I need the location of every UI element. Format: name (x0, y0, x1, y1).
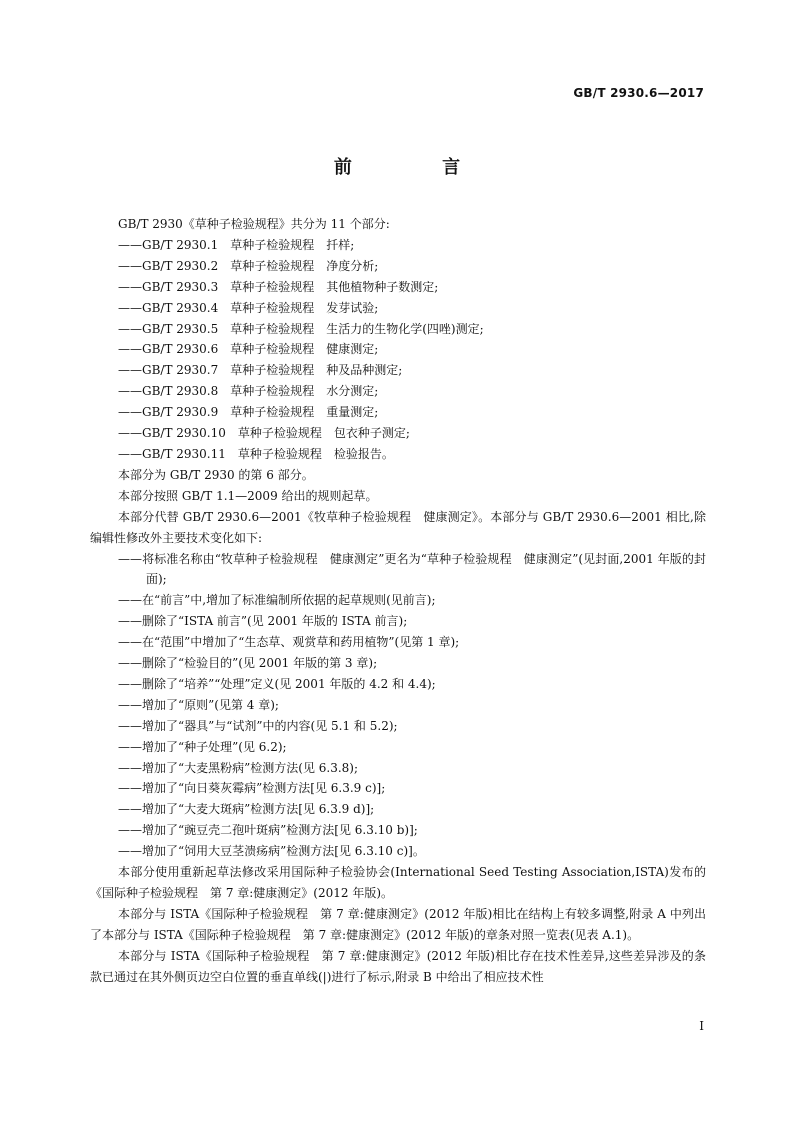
standard-code: GB/T 2930.6—2017 (573, 86, 704, 100)
list-item: ——将标准名称由“牧草种子检验规程 健康测定”更名为“草种子检验规程 健康测定”(见封面,2001 年版的封面); (118, 551, 706, 587)
list-item: ——删除了“培养”“处理”定义(见 2001 年版的 4.2 和 4.4); (118, 676, 436, 691)
list-item: ——增加了“大麦黑粉病”检测方法(见 6.3.8); (118, 760, 359, 775)
paragraph: 本部分按照 GB/T 1.1—2009 给出的规则起草。 (118, 488, 378, 503)
list-item: ——删除了“检验目的”(见 2001 年版的第 3 章); (118, 656, 378, 671)
list-item: ——GB/T 2930.9 草种子检验规程 重量测定; (118, 405, 379, 420)
paragraph: 本部分代替 GB/T 2930.6—2001《牧草种子检验规程 健康测定》。本部分与 GB/T 2930.6—2001 相比,除编辑性修改外主要技术变化如下: (90, 509, 706, 545)
document-body (90, 214, 706, 988)
list-item: ——增加了“豌豆壳二孢叶斑病”检测方法[见 6.3.10 b)]; (118, 823, 418, 838)
paragraph: 本部分与 ISTA《国际种子检验规程 第 7 章:健康测定》(2012 年版)相比存在技术性差异,这些差异涉及的条款已通过在其外侧页边空白位置的垂直单线(|)进行了标示,附录 B 中给出了相应技术性 (90, 948, 706, 984)
list-item: ——GB/T 2930.7 草种子检验规程 种及品种测定; (118, 363, 403, 378)
paragraph: 本部分为 GB/T 2930 的第 6 部分。 (118, 467, 314, 482)
list-item: ——在“前言”中,增加了标准编制所依据的起草规则(见前言); (118, 593, 436, 608)
paragraph: 本部分使用重新起草法修改采用国际种子检验协会(International Seed Testing Association,ISTA)发布的《国际种子检验规程 第 7 章:健康测定》(2012 年版)。 (90, 865, 706, 900)
list-item: ——增加了“器具”与“试剂”中的内容(见 5.1 和 5.2); (118, 718, 398, 733)
list-item: ——GB/T 2930.8 草种子检验规程 水分测定; (118, 384, 379, 399)
list-item: ——增加了“饲用大豆茎溃疡病”检测方法[见 6.3.10 c)]。 (118, 844, 425, 859)
list-item: ——增加了“向日葵灰霉病”检测方法[见 6.3.9 c)]; (118, 781, 386, 796)
list-item: ——GB/T 2930.10 草种子检验规程 包衣种子测定; (118, 426, 410, 441)
paragraph: 本部分与 ISTA《国际种子检验规程 第 7 章:健康测定》(2012 年版)相比在结构上有较多调整,附录 A 中列出了本部分与 ISTA《国际种子检验规程 第 7 章:健康测定》(2012 年版)的章条对照一览表(见表 A.1)。 (90, 906, 706, 942)
list-item: ——增加了“种子处理”(见 6.2); (118, 739, 287, 754)
list-item: ——GB/T 2930.11 草种子检验规程 检验报告。 (118, 446, 394, 461)
list-item: ——GB/T 2930.2 草种子检验规程 净度分析; (118, 258, 379, 273)
list-item: ——GB/T 2930.4 草种子检验规程 发芽试验; (118, 300, 379, 315)
list-item: ——增加了“大麦大斑病”检测方法[见 6.3.9 d)]; (118, 802, 375, 817)
paragraph: GB/T 2930《草种子检验规程》共分为 11 个部分: (118, 217, 390, 231)
list-item: ——GB/T 2930.5 草种子检验规程 生活力的生物化学(四唑)测定; (118, 321, 484, 336)
list-item: ——GB/T 2930.3 草种子检验规程 其他植物种子数测定; (118, 279, 439, 294)
page-number: I (699, 1019, 704, 1033)
list-item: ——在“范围”中增加了“生态草、观赏草和药用植物”(见第 1 章); (118, 635, 460, 650)
list-item: ——GB/T 2930.6 草种子检验规程 健康测定; (118, 342, 379, 357)
page-title: 前 言 (333, 157, 503, 178)
list-item: ——删除了“ISTA 前言”(见 2001 年版的 ISTA 前言); (118, 614, 408, 629)
list-item: ——增加了“原则”(见第 4 章); (118, 697, 279, 712)
list-item: ——GB/T 2930.1 草种子检验规程 扦样; (118, 237, 355, 252)
